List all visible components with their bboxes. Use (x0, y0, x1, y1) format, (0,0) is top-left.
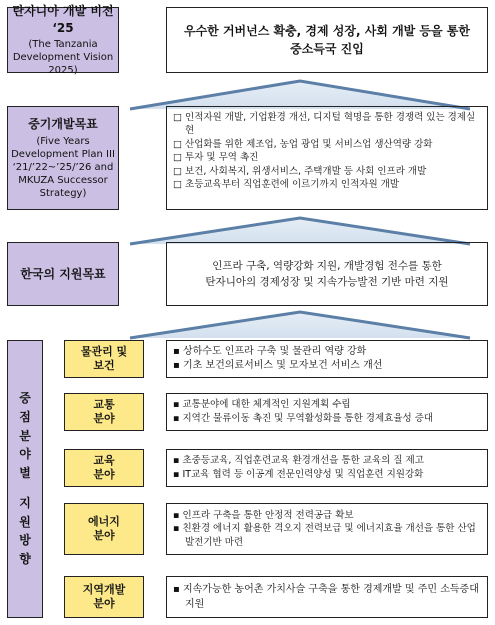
korea-goal-title: 한국의 지원목표 (20, 266, 106, 281)
sector-content-education (166, 449, 488, 487)
sector-content-transport (166, 393, 488, 431)
mid-term-item: □ 투자 및 무역 촉진 (173, 152, 259, 164)
sector-bullet: ▪ 지역간 물류이동 촉진 및 무역활성화를 통한 경제효율성 증대 (173, 413, 434, 424)
sector-bullet: ▪ 인프라 구축을 통한 안정적 전력공급 확보 (173, 510, 354, 522)
vision-label (7, 4, 119, 76)
sector-bullet: ▪ IT교육 협력 등 이공계 전문인력양성 및 직업훈련 지원강화 (173, 469, 424, 480)
sector-bullet: ▪ 지속가능한 농어촌 가치사슬 구축을 통한 경제개발 및 주민 소득증대 지원 (173, 584, 479, 610)
korea-goal-line: 인프라 구축, 역량강화 지원, 개발경험 전수를 통한 (212, 259, 442, 272)
mid-term-item: □ 산업화를 위한 제조업, 농업 광업 및 서비스업 생산역량 강화 (173, 138, 433, 150)
sector-side-label: 중 점 분 야 별 지 원 방 향 (7, 340, 43, 618)
mid-term-item: □ 보건, 사회복지, 위생서비스, 주택개발 등 사회 인프라 개발 (173, 165, 427, 177)
vision-content-line: 중소득국 진입 (290, 42, 364, 56)
sector-label-water-health: 물관리 및 보건 (64, 340, 144, 378)
mid-term-content (166, 106, 488, 210)
sector-label-transport: 교통 분야 (64, 393, 144, 431)
sector-label-regional: 지역개발 분야 (64, 576, 144, 618)
sector-label-education: 교육 분야 (64, 449, 144, 487)
vision-content (166, 7, 488, 73)
mid-term-subtitle: (Five Years Development Plan III ‘21/’22~’25/’26 and MKUZA Successor Strategy) (11, 135, 115, 199)
sector-content-regional (166, 576, 488, 618)
sector-bullet: ▪ 기초 보건의료서비스 및 모자보건 서비스 개선 (173, 360, 383, 371)
korea-goal-line: 탄자니아의 경제성장 및 지속가능발전 기반 마련 지원 (205, 276, 449, 288)
mid-term-label (7, 106, 119, 210)
vision-subtitle: (The Tanzania Development Vision 2025) (12, 38, 114, 76)
vision-content-line: 우수한 거버넌스 확충, 경제 성장, 사회 개발 등을 통한 (184, 24, 470, 38)
sector-label-energy: 에너지 분야 (64, 503, 144, 555)
korea-goal-content (166, 242, 488, 306)
sector-content-energy (166, 503, 488, 555)
up-arrow-3 (0, 306, 495, 342)
sector-bullet: ▪ 교통분야에 대한 체계적인 지원계획 수립 (173, 399, 351, 411)
up-arrow-2 (0, 210, 495, 246)
sector-bullet: ▪ 초중등교육, 직업훈련교육 환경개선을 통한 교육의 질 제고 (173, 455, 424, 467)
sector-bullet: ▪ 상하수도 인프라 구축 및 물관리 역량 강화 (173, 345, 367, 357)
sector-content-water-health (166, 340, 488, 378)
vision-title: 탄자니아 개발 비전 ‘25 (12, 4, 114, 35)
korea-goal-label (7, 242, 119, 306)
mid-term-title: 중기개발목표 (28, 117, 98, 132)
mid-term-item: □ 초등교육부터 직업훈련에 이르기까지 인적자원 개발 (173, 179, 399, 191)
sector-bullet: ▪ 친환경 에너지 활용한 격오지 전력보급 및 에너지효율 개선을 통한 산업발전기반 마련 (173, 523, 476, 548)
mid-term-item: □ 인적자원 개발, 기업환경 개선, 디지털 혁명을 통한 경쟁력 있는 경제실현 (173, 112, 476, 137)
